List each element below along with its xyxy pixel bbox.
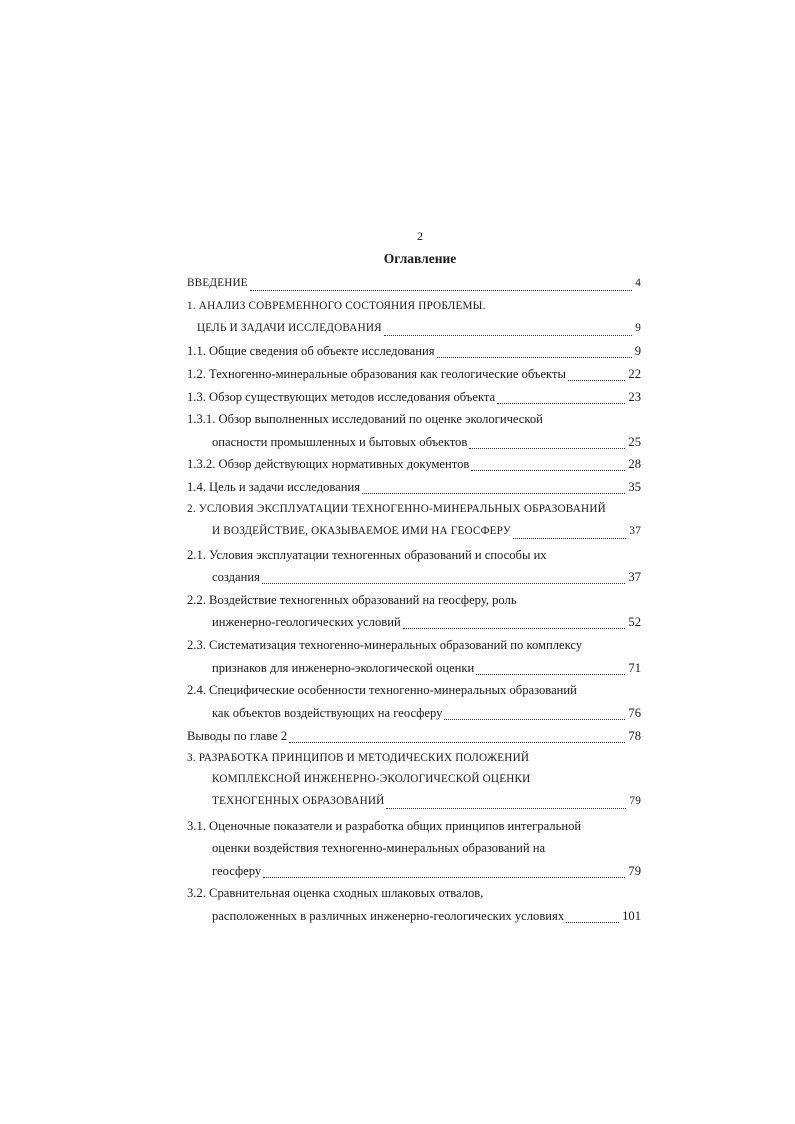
toc-entry-page: 37 — [628, 570, 641, 584]
toc-entry[interactable] — [212, 435, 641, 453]
toc-entry[interactable] — [187, 886, 641, 904]
toc-entry-text: КОМПЛЕКСНОЙ ИНЖЕНЕРНО-ЭКОЛОГИЧЕСКОЙ ОЦЕНКИ — [212, 773, 531, 785]
toc-entry[interactable] — [187, 503, 641, 521]
toc-entry[interactable] — [212, 615, 641, 633]
toc-entry-text: 1.3.2. Обзор действующих нормативных документов — [187, 457, 470, 471]
toc-entry[interactable] — [187, 277, 641, 295]
toc-entry-text: 3.1. Оценочные показатели и разработка общих принципов интегральной — [187, 819, 582, 833]
toc-entry-text: ТЕХНОГЕННЫХ ОБРАЗОВАНИЙ — [212, 795, 385, 807]
toc-entry[interactable] — [212, 661, 641, 679]
toc-entry-text: 1.4. Цель и задачи исследования — [187, 480, 361, 494]
toc-entry-page: 22 — [628, 367, 641, 381]
toc-entry[interactable] — [187, 683, 641, 701]
toc-entry-text: создания — [212, 570, 260, 584]
toc-entry-text: 1.2. Техногенно-минеральные образования как геологические объекты — [187, 367, 566, 381]
toc-entry-page: 78 — [628, 729, 641, 743]
toc-entry-text: 3. РАЗРАБОТКА ПРИНЦИПОВ И МЕТОДИЧЕСКИХ ПОЛОЖЕНИЙ — [187, 752, 530, 764]
toc-entry-text: геосферу — [212, 864, 262, 878]
toc-entry-text: 1.3. Обзор существующих методов исследования объекта — [187, 390, 496, 404]
toc-entry-page: 4 — [635, 277, 641, 289]
toc-entry-text: 2.3. Систематизация техногенно-минеральных образований по комплексу — [187, 638, 583, 652]
toc-entry[interactable] — [187, 412, 641, 430]
toc-entry[interactable] — [212, 525, 641, 543]
toc-entry-text: 2.4. Специфические особенности техногенно-минеральных образований — [187, 683, 577, 697]
toc-entry[interactable] — [187, 729, 641, 747]
toc-entry-text: инженерно-геологических условий — [212, 615, 401, 629]
toc-entry[interactable] — [187, 367, 641, 385]
toc-entry-text: И ВОЗДЕЙСТВИЕ, ОКАЗЫВАЕМОЕ ИМИ НА ГЕОСФЕРУ — [212, 525, 511, 537]
toc-entry-text: 2.1. Условия эксплуатации техногенных образований и способы их — [187, 548, 547, 562]
toc-entry[interactable] — [212, 795, 641, 813]
toc-entry-page: 79 — [629, 795, 641, 807]
toc-entry-text: 1. АНАЛИЗ СОВРЕМЕННОГО СОСТОЯНИЯ ПРОБЛЕМЫ. — [187, 300, 486, 312]
toc-entry-text: 2. УСЛОВИЯ ЭКСПЛУАТАЦИИ ТЕХНОГЕННО-МИНЕРАЛЬНЫХ ОБРАЗОВАНИЙ — [187, 503, 606, 515]
toc-entry[interactable] — [187, 548, 641, 566]
toc-entry-text: 2.2. Воздействие техногенных образований на геосферу, роль — [187, 593, 517, 607]
toc-entry[interactable] — [187, 344, 641, 362]
toc-entry-page: 9 — [634, 344, 641, 358]
toc-entry-page: 79 — [628, 864, 641, 878]
toc-entry[interactable] — [197, 322, 641, 340]
toc-entry-text: 3.2. Сравнительная оценка сходных шлаковых отвалов, — [187, 886, 484, 900]
toc-entry-page: 28 — [628, 457, 641, 471]
toc-entry-text: ВВЕДЕНИЕ — [187, 277, 248, 289]
toc-entry-text: 1.3.1. Обзор выполненных исследований по оценке экологической — [187, 412, 543, 426]
toc-entry[interactable] — [187, 480, 641, 498]
toc-entry-text: 1.1. Общие сведения об объекте исследования — [187, 344, 435, 358]
toc-entry-text: признаков для инженерно-экологической оценки — [212, 661, 475, 675]
toc-entry[interactable] — [212, 841, 641, 859]
toc-entry-page: 35 — [628, 480, 641, 494]
page-number: 2 — [417, 229, 423, 243]
toc-entry-text: как объектов воздействующих на геосферу — [212, 706, 443, 720]
toc-entry-page: 76 — [628, 706, 641, 720]
toc-entry[interactable] — [187, 457, 641, 475]
toc-entry-text: оценки воздействия техногенно-минеральных образований на — [212, 841, 546, 855]
toc-entry[interactable] — [187, 390, 641, 408]
toc-entry[interactable] — [187, 819, 641, 837]
toc-entry-page: 23 — [628, 390, 641, 404]
toc-entry[interactable] — [187, 593, 641, 611]
toc-entry-page: 52 — [628, 615, 641, 629]
toc-entry-text: расположенных в различных инженерно-геологических условиях — [212, 909, 565, 923]
toc-entry[interactable] — [212, 864, 641, 882]
toc-entry[interactable] — [187, 638, 641, 656]
toc-entry-page: 101 — [622, 909, 641, 923]
toc-entry-text: Выводы по главе 2 — [187, 729, 288, 743]
toc-entry-page: 25 — [628, 435, 641, 449]
toc-entry-text: опасности промышленных и бытовых объектов — [212, 435, 468, 449]
toc-entry[interactable] — [187, 300, 641, 318]
toc-entry[interactable] — [187, 752, 641, 770]
toc-entry-page: 71 — [628, 661, 641, 675]
toc-entry-page: 37 — [629, 525, 641, 537]
toc-entry[interactable] — [212, 909, 641, 927]
toc-entry[interactable] — [212, 570, 641, 588]
toc-title: Оглавление — [383, 251, 457, 266]
toc-entry-page: 9 — [635, 322, 641, 334]
toc-entry[interactable] — [212, 773, 641, 791]
toc-entry[interactable] — [212, 706, 641, 724]
toc-entry-text: ЦЕЛЬ И ЗАДАЧИ ИССЛЕДОВАНИЯ — [197, 322, 382, 334]
